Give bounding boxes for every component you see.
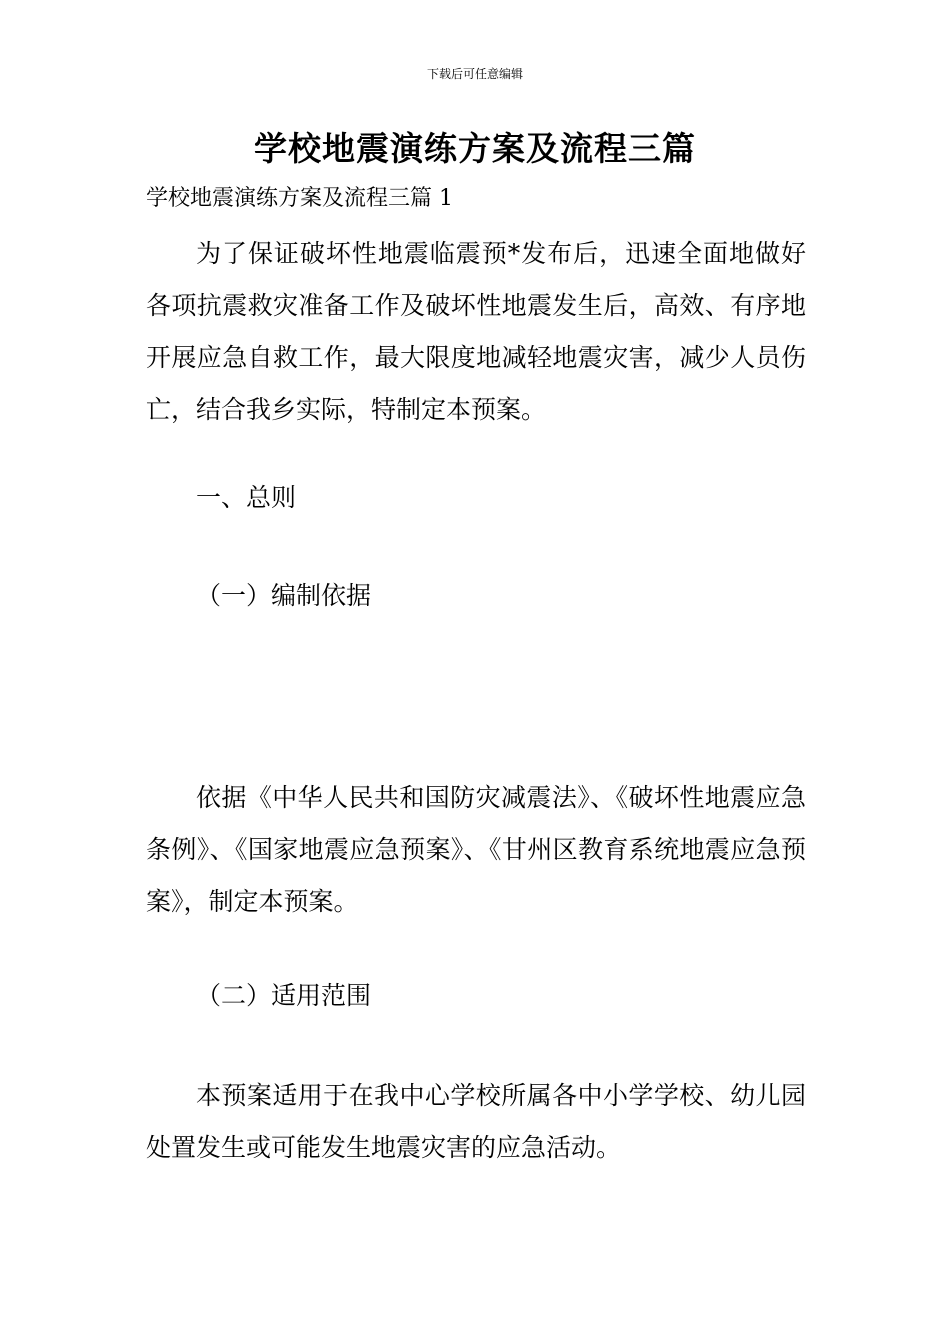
paragraph-scope: 本预案适用于在我中心学校所属各中小学学校、幼儿园处置发生或可能发生地震灾害的应急活动。 [146,1081,806,1162]
document-subtitle: 学校地震演练方案及流程三篇 1 [146,186,453,211]
section-heading-general: 一、总则 [196,483,297,512]
header-note: 下载后可任意编辑 [426,67,523,81]
subsection-heading-basis: （一）编制依据 [196,581,372,610]
paragraph-intro: 为了保证破坏性地震临震预*发布后，迅速全面地做好各项抗震救灾准备工作及破坏性地震发生后，高效、有序地开展应急自救工作，最大限度地减轻地震灾害，减少人员伤亡，结合我乡实际，特制定本预案。 [146,239,806,424]
paragraph-basis: 依据《中华人民共和国防灾减震法》、《破坏性地震应急条例》、《国家地震应急预案》、《甘州区教育系统地震应急预案》，制定本预案。 [146,783,806,916]
document-title: 学校地震演练方案及流程三篇 [254,129,696,168]
subsection-heading-scope: （二）适用范围 [196,981,372,1010]
